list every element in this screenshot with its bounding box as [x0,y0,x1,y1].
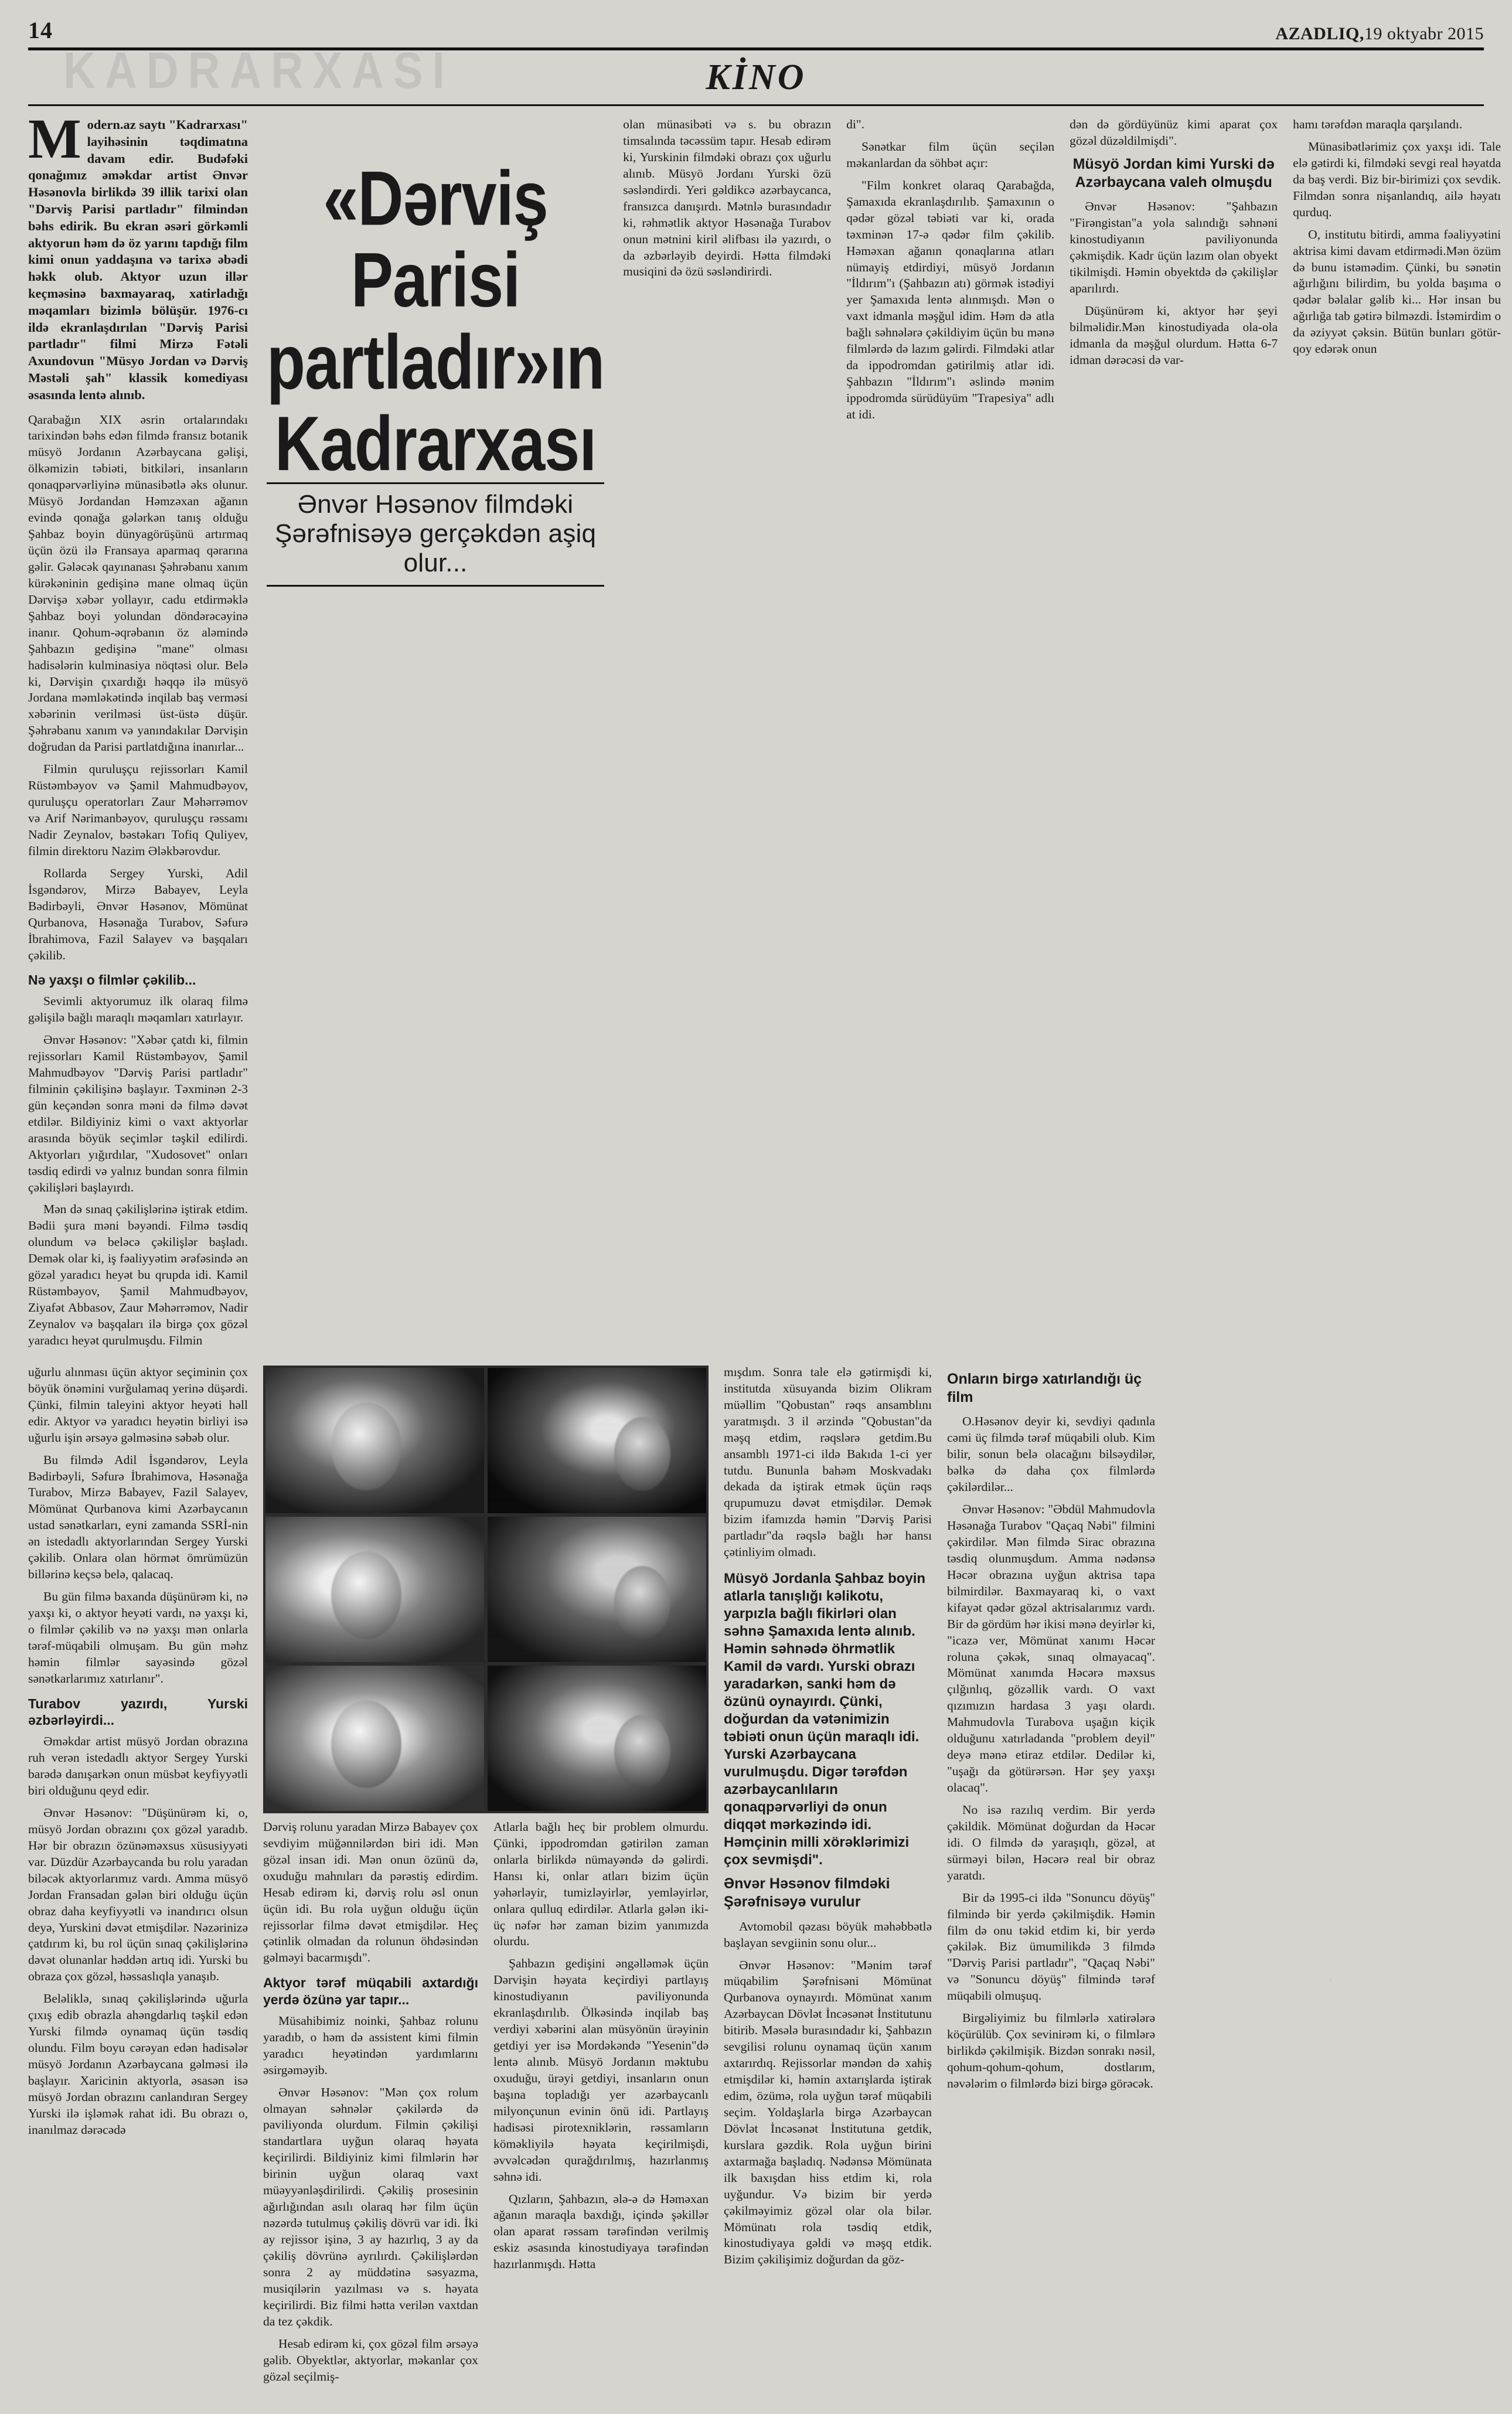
paragraph: Bu filmdə Adil İsgəndərov, Leyla Bədirbəyli, Səfurə İbrahimova, Həsənağa Turabov, Mirzə Babayev, Fazil Salayev, Mömünat Qurbanova kimi Azərbaycanın ustad sənətkarları, eyni zamanda SSRİ-nin ən istedadlı aktyorlarından Sergey Yurski çəkilib. Onlara olan hörmət ömrümüzün billərinə keçsə belə, qalacaq. [28,1452,248,1582]
headline-line-1: «Dərviş Parisi [323,155,548,324]
paragraph: Sənətkar film üçün seçilən məkanlardan da söhbət açır: [846,139,1055,170]
paragraph: Qarabağın XIX əsrin ortalarındakı tarixindən bəhs edən filmdə fransız botanik müsyö Jordanın Azərbaycana gəlişi, ölkəmizin təbiəti, bitkiləri, insanların qonaqpərvərliyinə münasibətlə əks olunur. Müsyö Jordandan Həmzəxan ağanın evində qonağa gələrkən tanış olduğu Şahbaz boyin dünyagörüşünü artırmaq üçün özü ilə Fransaya aparmaq qərarına gəlir. Gələcək qayınanası Şəhrəbanu xanım kürəkəninin gedişinə mane olmaq üçün Dərvişə xəbər yollayır, cadu etdirməklə Şahbaz boyi yolundan döndərəcəyinə inanır. Qohum-əqrəbanın öz aləmində Şahbazın gedişinə "mane" olması hadisələrin kulminasiya nöqtəsi olur. Belə ki, Dərvişin çıxardığı həqqə ilə müsyö Jordana məmləkətində inqilab baş verməsi xəbərinin verilməsi üst-üstə düşür. Şəhrəbanu xanım və yanındakılar Dərvişin doğrudan da Parisi partlatdığına inanırlar... [28,412,248,754]
subheading-jordan-sahbaz: Müsyö Jordanla Şahbaz boyin atlarla tanışlığı kəlikotu, yarpızla bağlı fikirləri olan səhnə Şamaxıda lentə alınıb. Həmin səhnədə öhrmətlik Kamil də vardı. Yurski obrazı yaradarkən, sanki həm də özünü oynayırdı. Çünki, doğurdan da vətənimizin təbiəti onun üçün maraqlı idi. Yurski Azərbaycana vurulmuşdu. Digər tərəfdən azərbaycanlıların qonaqpərvərliyi də onun diqqət mərkəzində idi. Həmçinin milli xörəklərimizi çox sevmişdi". [724,1571,926,1868]
photo-grid [263,1366,709,1813]
film-still-1 [265,1368,484,1513]
film-still-6 [488,1666,706,1811]
column-6-bottom [724,1364,932,2391]
page-number: 14 [28,17,53,43]
photo-column-left [263,1819,478,2391]
column-7-top [1293,117,1501,1355]
subheading-jordan: Müsyö Jordan kimi Yurski də Azərbaycana valeh olmuşdu [1072,155,1275,191]
paragraph: Bu gün filmə baxanda düşünürəm ki, nə yaxşı ki, o aktyor heyəti vardı, nə yaxşı ki, o filmlər çəkilib və nə yaxşı mən onlarla tərəf-müqabili olmuşam. Bu gün məhz həmin filmlər sayəsində gözəl sənətkarlarımız xatırlanır". [28,1589,248,1686]
paragraph: Əməkdar artist müsyö Jordan obrazına ruh verən istedadlı aktyor Sergey Yurski barədə danışarkən onun müsbət keyfiyyətli biri olduğunu qeyd edir. [28,1734,248,1798]
paragraph: Şahbazın gedişini əngəlləmək üçün Dərvişin həyata keçirdiyi partlayış kinostudiyanın paviliyonunda ekranlaşdırılıb. Ölkəsində inqilab baş verdiyi xəbərini alan müsyönün ürəyinin getdiyi yer isə Mordəkəndə "Yesenin"də lentə alınıb. Müsyö Jordanın məktubu oxuduğu, ürəyi getdiyi, insanların onun başına topladığı yer azərbaycanlı milyonçunun evinin önü idi. Partlayış hadisəsi pirotexniklərin, rəssamların köməkliyilə həyata keçirilmişdi, əvvəlcədən qurağdırılmış, hazırlanmış səhnə idi. [493,1956,709,2184]
paragraph: Münasibətlərimiz çox yaxşı idi. Tale elə gətirdi ki, filmdəki sevgi real həyatda da baş verdi. Biz bir-birimizi çox sevdik. Filmdən sonra nişanlandıq, ailə həyatı qurduq. [1293,139,1501,219]
column-5-top [846,117,1054,1355]
paragraph: Müsahibimiz noinki, Şahbaz rolunu yaradıb, o həm də assistent kimi filmin yaradıcı heyətindən yardımlarını əsirgəməyib. [263,2013,478,2077]
subheading-2: Turabov yazırdı, Yurski əzbərləyirdi... [28,1695,248,1728]
paragraph: dən də gördüyünüz kimi aparat çox gözəl düzəldilmişdi". [1070,117,1278,148]
paragraph: Avtomobil qəzası böyük məhəbbətlə başlayan sevgiinin sonu olur... [724,1919,932,1950]
ghost-watermark: KADRARXASI [63,50,454,100]
drop-cap: M [28,107,81,170]
column-4-top [623,117,831,1355]
paragraph: Hesab edirəm ki, çox gözəl film ərsəyə gəlib. Obyektlər, aktyorlar, məkanlar çox gözəl seçilmiş- [263,2336,478,2384]
paragraph: Ənvər Həsənov: "Mənim tərəf müqabilim Şərəfnisəni Mömünat Qurbanova oynayırdı. Mömünat xanım Azərbaycan Dövlət İncəsənət İnstitutunu bitirib. Məsələ burasındadır ki, Şahbazın sevgilisi rolunu oynamaq üçün xanım axtarırdıq. Rejissorlar məndən də xahiş etmişdilər ki, həmin axtarışlarda iştirak edim, özümə, rola uyğun tərəf müqabili seçim. Yoldaşlarla birgə Azərbaycan Dövlət İncəsənət İnstitutuna getdik, kurslara gəzdik. Rola uyğun birini axtarmağa başladıq. Nədənsə Mömünata ilk baxışdan hiss etdim ki, rola uyğundur. Və bizim bir yerdə çəkilməyimiz gözəl olar ola bilər. Mömünatı rola təsdiq etdik, kinostudiyaya gəldi və məşq etdik. Bizim çəkilişimiz doğurdan da göz- [724,1957,932,2267]
masthead [28,16,1484,50]
paragraph: Ənvər Həsənov: "Xəbər çatdı ki, filmin rejissorları Kamil Rüstəmbəyov, Şamil Mahmudbəyov "Dərviş Parisi partladır" filminin çəkilişinə başlayır. Təxminən 2-3 gün keçəndən sonra məni də filmə dəvət etdilər. Bildiyiniz kimi o vaxt aktyorlar arasında böyük seçimlər təşkil edilirdi. Aktyorları yığırdılar, "Xudosovet" onları təsdiq edirdi və yalnız bundan sonra filmin çəkilişləri başlayırdı. [28,1033,248,1194]
subheading-three-films: Onların birgə xatırlandığı üç film [947,1370,1142,1406]
bottom-area [28,1364,1484,2391]
lead-text: odern.az saytı "Kadrarxası" layihəsinin təqdimatına davam edir. Budəfəki qonağımız əməkdar artist Ənvər Həsənovla birlikdə 39 illik tarixi olan "Dərviş Parisi partladır" filmindən bəhs edirik. Bu ekran əsəri görkəmli aktyorun həm də öz yarını tapdığı film kimi onun yaddaşına və tarixə əbədi həkk olub. Aktyor uzun illər keçməsinə baxmayaraq, xatirladığı məqamları bizimlə bölüşür. 1976-cı ildə ekranlaşdırılan "Dərviş Parisi partladır" filmi Mirzə Fətəli Axundovun "Müsyo Jordan və Dərviş Məstəli şah" klassik komediyası əsasında lentə alınıb. [28,117,248,402]
lead-paragraph [28,107,248,404]
paragraph: mışdım. Sonra tale elə gətirmişdi ki, institutda xüsuyanda bizim Olikram müəllim "Qobustan" rəqs ansamblını yaratmışdı. 3 il ərzində "Qobustan"da məşq etdim, rəqslərə getdim.Bu ansamblı 1971-ci ildə Bakıda 1-ci yer tutdu. Bununla bahəm Moskvadakı dekada da iştirak etmək üçün rəqs qrupumuzu dəvət etmişdilər. Demək bizim ifamızda həmin "Dərviş Parisi partladır"da rəqslə bağlı hər hansı çətinliyim olmadı. [724,1364,932,1560]
headline-line-2: partladır»ın Kadrarxası [267,318,605,487]
headline [267,155,605,487]
subheading-3: Aktyor tərəf müqabili axtardığı yerdə özünə yar tapır... [263,1975,478,2008]
paragraph: di". [846,117,865,131]
paragraph: O, institutu bitirdi, amma fəaliyyətini aktrisa kimi davam etdirmədi.Mən özüm də bunu istəmədim. Çünki, bu sənətin ağırlığını bilirdim, bu yolda başıma o qədər bəlalar gəlib ki... Hər insan bu ağırlığa tab gətirə bilməzdi. İstəmirdim o da əziyyət çəksin. Bütün bunları götür-qoy edərək onun [1293,227,1501,356]
column-7-bottom [947,1364,1155,2391]
paragraph: "Film konkret olaraq Qarabağda, Şamaxıda ekranlaşdırılıb. Şamaxının o qədər gözəl təbiəti var ki, orada təxminən 17-ə qədər film çəkilib. Həməxan ağanın qonaqlarına atları nümayiş etdirdiyi, müsyö Jordanın "İldırım"ı (Şahbazın atı) görmək istədiyi yer Şamaxıda lentə alınmışdı. Mən o vaxt idmanla məşğul idim. Həm də atla bağlı səhnələrə çəkildiyim üçün bu mənə filmlərdə də lazım gəlirdi. Filmdəki atlar da ippodromdan gətirilmiş atlar idi. Şahbazın "İldırım"ı əslində mənim ippodromda sürüdüyüm "Trapesiya" adlı at idi. [846,178,1055,421]
paragraph: Qızların, Şahbazın, ələ-ə də Həməxan ağanın maraqla baxdığı, içində şəkillər olan aparat rəssam tərəfindən verilmiş eskiz əsasında kinostudiyaya tərəfindən hazırlanmışdı. Hətta [493,2191,709,2272]
paragraph: Sevimli aktyorumuz ilk olaraq filmə gəlişilə bağlı maraqlı məqamları xatırlayır. [28,994,248,1025]
subheading-serefnise: Ənvər Həsənov filmdəki Şərəfnisəyə vurulur [724,1875,890,1911]
paragraph: uğurlu alınması üçün aktyor seçiminin çox böyük önəmini vurğulamaq yerinə düşərdi. Çünki, filmin taleyini aktyor heyəti həll edir. Aktyor və yaradıcı heyətin birliyi isə uğurlu işin ərsəyə gəlməsinə səbəb olur. [28,1364,248,1445]
publication-name: AZADLIQ, [1275,24,1364,43]
paragraph: No isə razılıq verdim. Bir yerdə çəkildik. Mömünat doğurdan da Həcər idi. O filmdə də yaraşıqlı, gözəl, at sürməyi bilən, Həcərə real bir obraz yaratdı. [947,1802,1155,1882]
paragraph: Düşünürəm ki, aktyor hər şeyi bilməlidir.Mən kinostudiyada ola-ola idmanla da məşğul olurdum. Hətta 6-7 idman dərəcəsi də var- [1070,304,1278,367]
photo-montage [263,1366,709,2391]
paragraph: Ənvər Həsənov: "Şahbazın "Firəngistan"a yola salındığı səhnəni kinostudiyanın paviliyonunda çəkmişdik. Kadr üçün lazım olan obyekt tikilmişdi. Həmin obyektdə də çəkilişlər aparılırdı. [1070,199,1278,296]
issue-date: 19 oktyabr 2015 [1364,24,1484,43]
film-still-5 [265,1666,484,1811]
paragraph: Beləliklə, sınaq çəkilişlərində uğurla çıxış edib obrazla ahəngdarlıq təşkil edən Yurski filmdə oynamaq üçün təsdiq olundu. Film boyu cərəyan edən hadisələr müsyö Jordanın Azərbaycana gəlməsi ilə başlayır. Xaricinin aktyorla, əsasən isə müsyö Jordan obrazını canlandıran Sergey Yurski ilə işləmək rahat idi. Bu obrazı o, inanılmaz dərəcədə [28,1991,248,2137]
paragraph: Bir də 1995-ci ildə "Sonuncu döyüş" filmində bir yerdə çəkilmişdik. Həmin film də onu təkid etdim ki, bir yerdə çəkilək. Biz ümumilikdə 3 filmdə "Dərviş Parisi partladır", "Qaçaq Nəbi" və "Sonuncu döyüş" filmində tərəf müqabili olmuşuq. [947,1890,1155,2003]
paragraph: Atlarla bağlı heç bir problem olmurdu. Çünki, ippodromdan gətirilən zaman onlarla birlikdə nümayəndə də gəlirdi. Hansı ki, onlar atları bizim üçün yəhərləyir, tumizləyirlər, yemləyirlər, onlara qulluq edirdilər. Atlarla gələn iki-üç nəfər hər zaman bizim yanımızda olurdu. [493,1819,709,1949]
paragraph: Ənvər Həsənov: "Əbdül Mahmudovla Həsənağa Turabov "Qaçaq Nəbi" filmini çəkirdilər. Mən filmdə Sirac obrazına təsdiq olunmuşdum. Amma nədənsə Həcər obrazına uyğun aktrisa tapa bilmirdilər. Baxmayaraq ki, o vaxt kifayət qədər gözəl aktrisalarımız vardı. Bir də gördüm hər ikisi mənə deyirlər ki, "icazə ver, Mömünat xanımı Həcər roluna çəkək, sınaq olmayacaq". Mömünat xanımda Həcərə məxsus çılğınlıq, gözəllik vardı. O vaxt qızımızın hardasa 3 yaşı olardı. Mahmudovla Turabova uşağın kiçik olduğunu xatırladanda "problem deyil" deyə mənə etiraz etdilər. Dedilər ki, "uşağı da götürərsən. Hər şey yaxşı olacaq". [947,1502,1155,1795]
section-title: KİNO [706,57,806,97]
photo-column-right [493,1819,709,2391]
paragraph: Ənvər Həsənov: "Düşünürəm ki, o, müsyö Jordan obrazını çox gözəl yaradıb. Hər bir obrazın özünəməxsus xüsusiyyəti var. Düzdür Azərbaycanda bu rolu yaradan biləcək aktyorlarımız vardı. Amma müsyö Jordan Fransadan gələn biri olduğu üçün obraz daha keyfiyyətli və inandırıcı olsun deyə, Yurskini dəvət etmişdilər. Nəzərinizə çatdırım ki, bu rol üçün sınaq çəkilişlərinə dəvət olunanlar həddən artıq idi. Yurski bu obraza çox gözəl, həssaslıqla yanaşıb. [28,1805,248,1984]
masthead-date [1275,24,1484,44]
column-2 [28,1364,248,2391]
paragraph: Dərviş rolunu yaradan Mirzə Babayev çox sevdiyim müğənnilərdən biri idi. Mən gözəl insan idi. Mən onun özünü də, oxuduğu mahnıları da pərəstiş edirdim. Hesab edirəm ki, dərviş rolu əsl onun üçün idi. Bu rola uyğun olduğu üçün rejissorlar filmə dəvət etmişdilər. Heç çətinlik olmadan da rolunun öhdəsindən gəlməyi bacarmışdı". [263,1819,478,1965]
paragraph: Mən də sınaq çəkilişlərinə iştirak etdim. Bədii şura məni bəyəndi. Filmə təsdiq olundum və beləcə çəkilişlər başladı. Demək olar ki, iş fəaliyyətim ərəfəsində ən gözəl yaradıcı heyət bu qrupda idi. Kamil Rüstəmbəyov, Şamil Mahmudbəyov, Ziyafət Abbasov, Zaur Məhərrəmov, Nadir Zeynalov və başqaları ilə birgə çox gözəl yaradıcı heyət qurulmuşdu. Filmin [28,1202,248,1347]
film-still-2 [488,1368,706,1513]
paragraph: Rollarda Sergey Yurski, Adil İsgəndərov, Mirzə Babayev, Leyla Bədirbəyli, Ənvər Həsənov, Mömünat Qurbanova, Həsənağa Turabov, Səfurə İbrahimova, Fazil Salayev və başqaları çəkilib. [28,866,248,962]
section-band [28,50,1484,106]
paragraph: Birgəliyimiz bu filmlərlə xatirələrə köçürülüb. Çox sevinirəm ki, o filmlərə birlikdə çəkilmişik. Bizdən sonrakı nəsil, qohum-qohum-qohum, dostlarım, nəvələrim o filmlərdə bizi birgə görəcək. [947,2011,1155,2090]
paragraph: hamı tərəfdən maraqla qarşılandı. [1293,117,1463,131]
subheading-1: Nə yaxşı o filmlər çəkilib... [28,972,196,988]
column-6-top [1070,117,1278,1355]
film-still-3 [265,1517,484,1662]
film-still-4 [488,1517,706,1662]
headline-block [263,117,608,1355]
paragraph: Filmin quruluşçu rejissorları Kamil Rüstəmbəyov və Şamil Mahmudbəyov, quruluşçu operatorları Zaur Məhərrəmov və Arif Nərimanbəyov, quruluşçu rəssamı Nadir Zeynalov, bəstəkarı Tofiq Quliyev, filmin direktoru Nazim Ələkbərovdur. [28,762,248,858]
column-1 [28,107,248,1355]
paragraph: Ənvər Həsənov: "Mən çox rolum olmayan səhnələr çəkilərdə də paviliyonda olurdum. Filmin çəkilişi standartlara uyğun olaraq həyata keçirilirdi. Bildiyiniz kimi filmlərin hər birinin uyğun olaraq vaxt müəyyənləşdirilirdi. Çəkiliş prosesinin ağırlığından asılı olaraq hər film üçün nəzərdə tutulmuş çəkiliş dövrü var idi. İki ay rejissor işinə, 3 ay hazırlıq, 3 ay da çəkiliş dövrünə ayrılırdı. Çəkilişlərdən sonra 2 ay müddətinə səsyazma, musiqilərin yazılması və s. həyata keçirilirdi. Biz filmi hətta verilən vaxtdan da tez çəkdik. [263,2085,478,2328]
paragraph: olan münasibəti və s. bu obrazın timsalında təcəssüm tapır. Hesab edirəm ki, Yurskinin filmdəki obrazı çox uğurlu alınıb. Müsyö Jordanı Yurski özü səsləndirdi. Yeri gəldikcə azərbaycanca, fransızca danışırdı. Mətnlə burasındadır ki, rəhmətlik aktyor Həsənağa Turabov onun mətnini kiril əlifbası ilə yazırdı, o da əzbərləyib deyirdi. Hətta filmdəki musiqini də özü səsləndirirdi. [623,117,832,279]
top-area [28,107,1501,1355]
paragraph: O.Həsənov deyir ki, sevdiyi qadınla cəmi üç filmdə tərəf müqabili olub. Kim bilir, sonun belə olacağını bilsəydilər, bəlkə də daha çox filmlərdə çəkilərdilər... [947,1414,1155,1494]
headline-subhead: Ənvər Həsənov filmdəki Şərəfnisəyə gerçəkdən aşiq olur... [267,482,604,587]
